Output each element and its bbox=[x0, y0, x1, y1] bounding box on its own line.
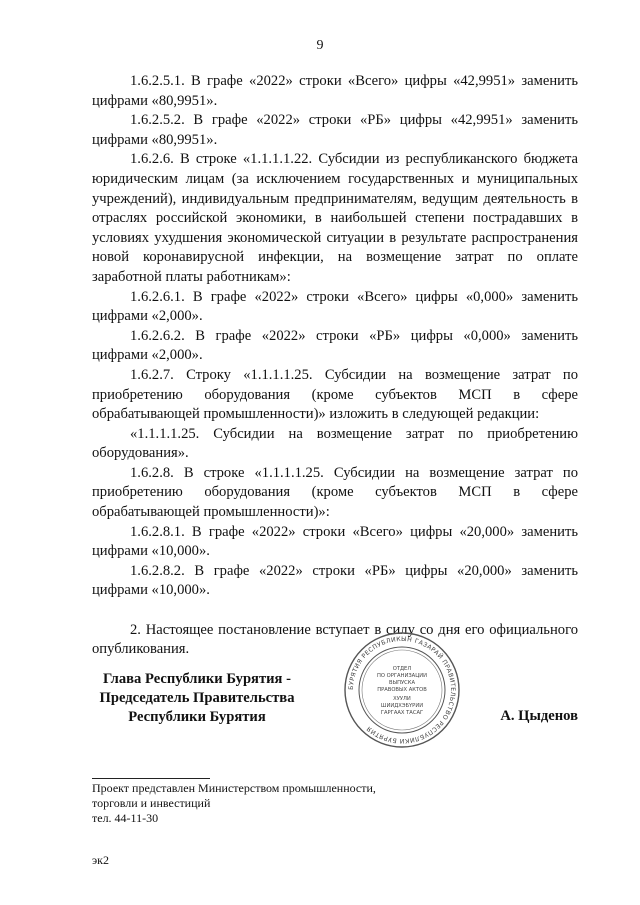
paragraph: 1.6.2.8.2. В графе «2022» строки «РБ» цифры «20,000» заменить цифрами «10,000». bbox=[92, 562, 578, 599]
footnote-line: торговли и инвестиций bbox=[92, 796, 211, 810]
svg-text:ПРАВОВЫХ АКТОВ: ПРАВОВЫХ АКТОВ bbox=[377, 687, 427, 693]
signatory-title bbox=[92, 670, 302, 727]
footnote bbox=[92, 778, 452, 826]
svg-text:ХУУЛИ: ХУУЛИ bbox=[393, 696, 411, 702]
document-body bbox=[92, 72, 578, 660]
footnote-line: Проект представлен Министерством промышленности, bbox=[92, 781, 376, 795]
svg-text:ВЫПУСКА: ВЫПУСКА bbox=[388, 680, 416, 686]
page-number: 9 bbox=[316, 38, 324, 53]
paragraph: 1.6.2.6.2. В графе «2022» строки «РБ» цифры «0,000» заменить цифрами «2,000». bbox=[92, 327, 578, 364]
paragraph: 1.6.2.8. В строке «1.1.1.1.25. Субсидии на возмещение затрат по приобретению оборудования (кроме субъектов МСП в сфере обрабатывающей промышленности)»: bbox=[92, 464, 578, 521]
footnote-rule bbox=[92, 778, 210, 779]
paragraph: 1.6.2.6.1. В графе «2022» строки «Всего» цифры «0,000» заменить цифрами «2,000». bbox=[92, 288, 578, 325]
paragraph: «1.1.1.1.25. Субсидии на возмещение затрат по приобретению оборудования». bbox=[92, 425, 578, 462]
signatory-title-line: Республики Бурятия bbox=[128, 709, 266, 725]
paragraph: 1.6.2.5.2. В графе «2022» строки «РБ» цифры «42,9951» заменить цифрами «80,9951». bbox=[92, 112, 578, 148]
signatory-title-line: Председатель Правительства bbox=[99, 690, 295, 706]
paragraph: 1.6.2.7. Строку «1.1.1.1.25. Субсидии на возмещение затрат по приобретению оборудования (кроме субъектов МСП в сфере обрабатывающей промышленности)» изложить в следующей редакции: bbox=[92, 366, 578, 423]
svg-text:ОТДЕЛ: ОТДЕЛ bbox=[392, 666, 412, 672]
svg-text:БУРЯТИЯ РЕСПУБЛИКЫН ГАЗАРАЙ ПР: БУРЯТИЯ РЕСПУБЛИКЫН ГАЗАРАЙ ПРАВИТЕЛЬСТВО РЕСПУБЛИКИ БУРЯТИЯ bbox=[347, 635, 457, 745]
signatory-name: А. Цыденов bbox=[500, 708, 578, 724]
paragraph: 1.6.2.6. В строке «1.1.1.1.22. Субсидии из республиканского бюджета юридическим лицам (за исключением государственных и муниципальных учреждений), индивидуальным предпринимателям, ведущим деятельность в отраслях российской экономики, в наибольшей степени пострадавших в условиях ухудшения экономической ситуации в результате распространения новой коронавирусной инфекции, на возмещение затрат по оплате заработной платы работникам»: bbox=[92, 151, 578, 285]
signatory-title-line: Глава Республики Бурятия - bbox=[103, 671, 291, 687]
svg-text:ПО ОРГАНИЗАЦИИ: ПО ОРГАНИЗАЦИИ bbox=[376, 673, 428, 679]
paragraph: 1.6.2.8.1. В графе «2022» строки «Всего» цифры «20,000» заменить цифрами «10,000». bbox=[92, 523, 578, 560]
official-seal bbox=[342, 630, 462, 750]
final-paragraph: 2. Настоящее постановление вступает в силу со дня его официального опубликования. bbox=[92, 621, 578, 658]
footnote-line: тел. 44-11-30 bbox=[92, 811, 159, 825]
svg-text:ШИИДХЭБҮРИИ: ШИИДХЭБҮРИИ bbox=[380, 703, 424, 709]
document-code: эк2 bbox=[92, 853, 109, 867]
svg-text:ГАРГААХ ТАСАГ: ГАРГААХ ТАСАГ bbox=[380, 710, 424, 716]
paragraph: 1.6.2.5.1. В графе «2022» строки «Всего» цифры «42,9951» заменить цифрами «80,9951». bbox=[92, 73, 578, 109]
